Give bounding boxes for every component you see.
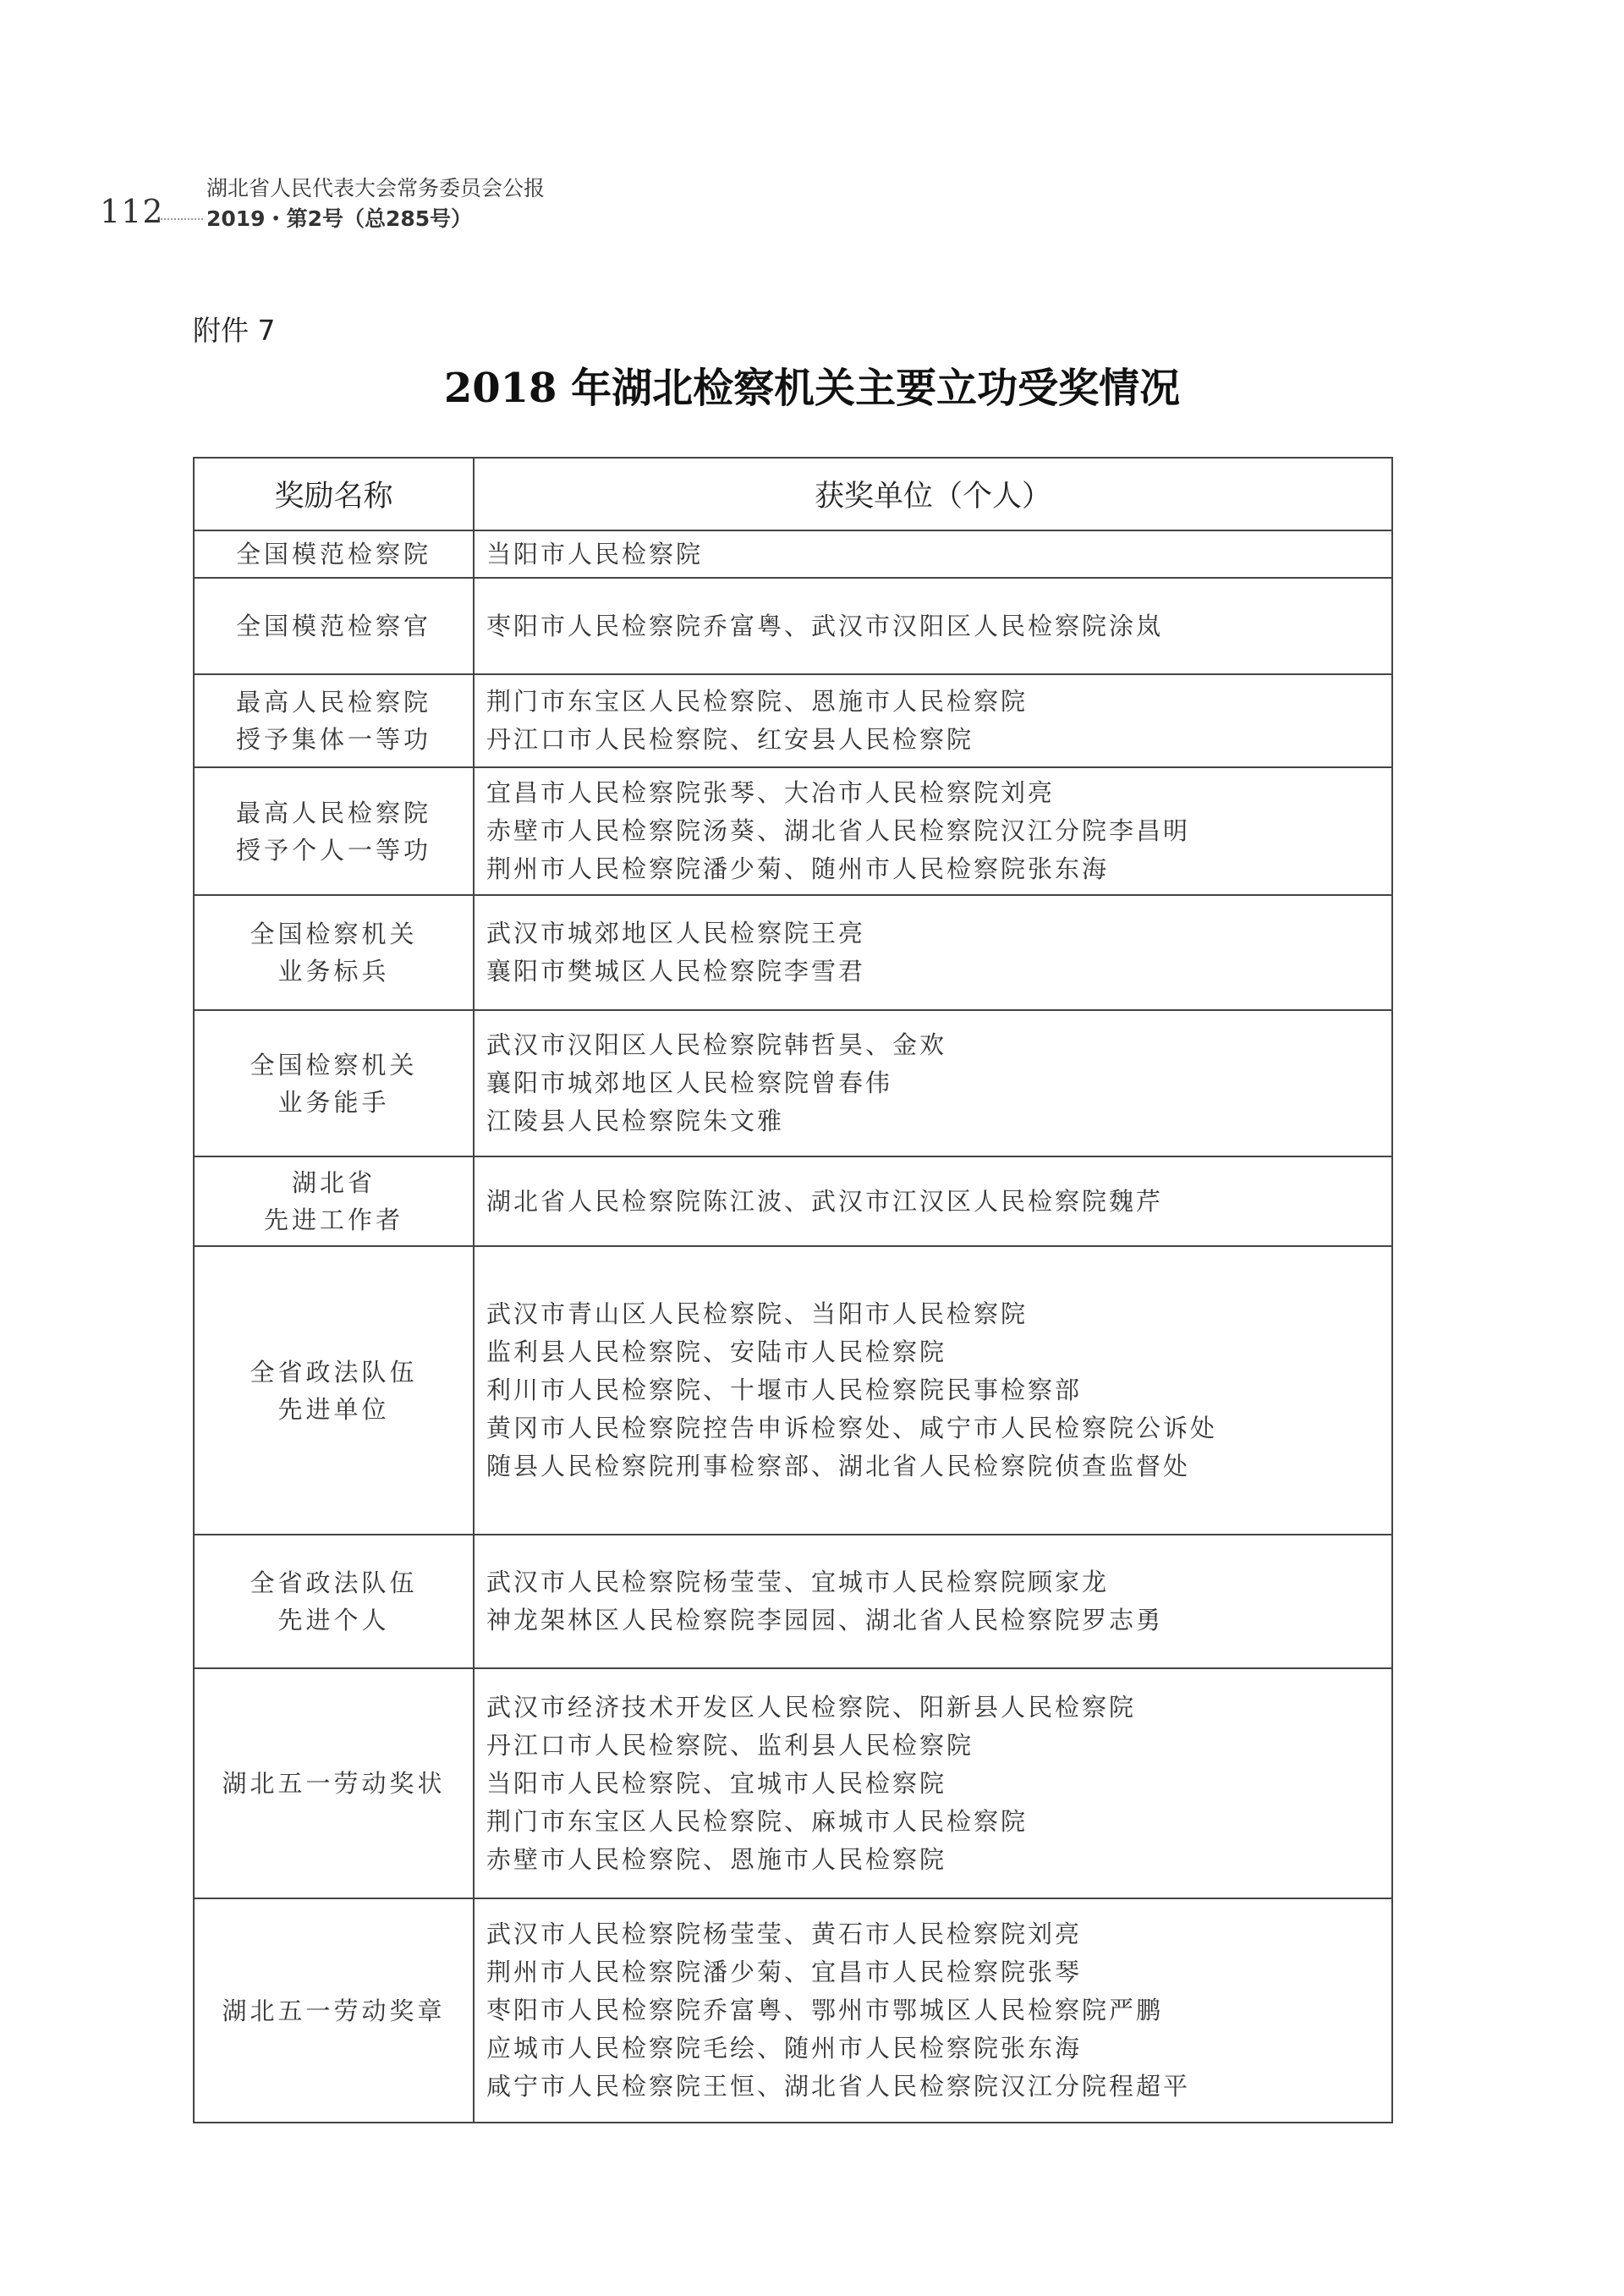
document-title: 2018 年湖北检察机关主要立功受奖情况 <box>443 365 1181 412</box>
recipient-line: 监利县人民检察院、安陆市人民检察院 <box>486 1338 947 1366</box>
table-row <box>194 1246 1392 1535</box>
table-row <box>194 1535 1392 1668</box>
recipients-cell <box>474 674 1392 767</box>
header-dotted-rule <box>161 218 203 220</box>
recipient-line: 宜昌市人民检察院张琴、大冶市人民检察院刘亮 <box>486 778 1056 807</box>
recipient-line: 丹江口市人民检察院、红安县人民检察院 <box>486 725 974 754</box>
table-row <box>194 578 1392 674</box>
recipient-line: 利川市人民检察院、十堰市人民检察院民事检察部 <box>486 1376 1083 1404</box>
recipient-line: 武汉市经济技术开发区人民检察院、阳新县人民检察院 <box>486 1692 1137 1722</box>
recipient-line: 荆门市东宝区人民检察院、麻城市人民检察院 <box>486 1806 1029 1836</box>
award-name-cell <box>194 1535 474 1668</box>
recipients-cell <box>474 1010 1392 1156</box>
recipient-line: 赤壁市人民检察院汤葵、湖北省人民检察院汉江分院李昌明 <box>486 816 1191 845</box>
recipients-cell <box>474 1156 1392 1246</box>
recipient-line: 随县人民检察院刑事检察部、湖北省人民检察院侦查监督处 <box>486 1452 1191 1480</box>
table-header-row <box>194 458 1392 530</box>
award-name-cell <box>194 767 474 895</box>
recipients-cell <box>474 578 1392 674</box>
award-name-line: 业务标兵 <box>277 957 390 986</box>
recipient-line: 襄阳市城郊地区人民检察院曾春伟 <box>486 1068 893 1097</box>
recipient-line: 荆州市人民检察院潘少菊、随州市人民检察院张东海 <box>486 854 1110 883</box>
award-name-line: 全省政法队伍 <box>250 1568 418 1597</box>
publication-name: 湖北省人民代表大会常务委员会公报 <box>206 176 546 200</box>
table-row <box>194 530 1392 578</box>
recipient-line: 武汉市人民检察院杨莹莹、宜城市人民检察院顾家龙 <box>486 1568 1110 1596</box>
recipients-cell <box>474 767 1392 895</box>
recipient-line: 枣阳市人民检察院乔富粤、武汉市汉阳区人民检察院涂岚 <box>486 611 1164 640</box>
awards-table <box>193 457 1393 2123</box>
recipient-line: 赤壁市人民检察院、恩施市人民检察院 <box>486 1844 947 1874</box>
recipient-line: 湖北省人民检察院陈江波、武汉市江汉区人民检察院魏芹 <box>486 1186 1164 1216</box>
award-name-cell <box>194 578 474 674</box>
award-name-line: 全国检察机关 <box>250 1050 418 1079</box>
header-award-name: 奖励名称 <box>194 458 474 530</box>
recipient-line: 武汉市城郊地区人民检察院王亮 <box>486 919 866 948</box>
recipients-cell <box>474 1898 1392 2123</box>
recipient-line: 襄阳市樊城区人民检察院李雪君 <box>486 957 866 986</box>
award-name-line: 业务能手 <box>277 1087 390 1117</box>
recipient-line: 武汉市汉阳区人民检察院韩哲昊、金欢 <box>486 1030 947 1059</box>
award-name-line: 全省政法队伍 <box>250 1357 418 1387</box>
recipient-line: 黄冈市人民检察院控告申诉检察处、咸宁市人民检察院公诉处 <box>486 1414 1218 1442</box>
recipient-line: 当阳市人民检察院、宜城市人民检察院 <box>486 1768 947 1798</box>
award-name-line: 先进个人 <box>277 1606 390 1634</box>
recipient-line: 武汉市青山区人民检察院、当阳市人民检察院 <box>486 1299 1029 1328</box>
recipient-line: 当阳市人民检察院 <box>486 539 704 569</box>
award-name-line: 先进工作者 <box>263 1206 403 1234</box>
table-row <box>194 1010 1392 1156</box>
award-name-cell <box>194 674 474 767</box>
recipients-cell <box>474 530 1392 578</box>
award-name-line: 授予个人一等功 <box>235 835 431 865</box>
recipient-line: 枣阳市人民检察院乔富粤、鄂州市鄂城区人民检察院严鹏 <box>486 1996 1164 2024</box>
recipient-line: 荆门市东宝区人民检察院、恩施市人民检察院 <box>486 687 1029 716</box>
award-name-cell <box>194 1668 474 1898</box>
award-name-line: 先进单位 <box>277 1394 390 1424</box>
header-recipients: 获奖单位（个人） <box>474 458 1392 530</box>
award-name-line: 湖北省 <box>291 1168 376 1197</box>
award-name-line: 全国检察机关 <box>250 920 418 948</box>
recipients-cell <box>474 1535 1392 1668</box>
table-row <box>194 1668 1392 1898</box>
recipient-line: 丹江口市人民检察院、监利县人民检察院 <box>486 1730 974 1760</box>
table-row <box>194 767 1392 895</box>
award-name-line: 湖北五一劳动奖章 <box>222 1996 446 2025</box>
recipient-line: 应城市人民检察院毛绘、随州市人民检察院张东海 <box>486 2034 1083 2063</box>
recipient-line: 武汉市人民检察院杨莹莹、黄石市人民检察院刘亮 <box>486 1920 1083 1948</box>
table-body <box>194 530 1392 2123</box>
running-header <box>206 173 545 234</box>
recipient-line: 神龙架林区人民检察院李园园、湖北省人民检察院罗志勇 <box>486 1606 1164 1634</box>
award-name-cell <box>194 1898 474 2123</box>
table-row <box>194 1898 1392 2123</box>
award-name-cell <box>194 1010 474 1156</box>
recipients-cell <box>474 1246 1392 1535</box>
award-name-cell <box>194 1156 474 1246</box>
award-name-cell <box>194 895 474 1010</box>
attachment-label: 附件 7 <box>193 314 276 347</box>
award-name-line: 最高人民检察院 <box>235 688 431 717</box>
issue-number: 2019・第2号（总285号） <box>206 206 473 231</box>
recipient-line: 荆州市人民检察院潘少菊、宜昌市人民检察院张琴 <box>486 1958 1083 1986</box>
table-row <box>194 674 1392 767</box>
recipient-line: 咸宁市人民检察院王恒、湖北省人民检察院汉江分院程超平 <box>486 2072 1191 2101</box>
table-row <box>194 895 1392 1010</box>
award-name-line: 湖北五一劳动奖状 <box>222 1769 446 1798</box>
award-name-cell <box>194 530 474 578</box>
recipient-line: 江陵县人民检察院朱文雅 <box>486 1107 785 1135</box>
award-name-line: 全国模范检察官 <box>235 612 431 640</box>
recipients-cell <box>474 1668 1392 1898</box>
award-name-line: 全国模范检察院 <box>235 540 431 569</box>
recipients-cell <box>474 895 1392 1010</box>
page-number: 112 <box>100 193 164 230</box>
award-name-cell <box>194 1246 474 1535</box>
award-name-line: 授予集体一等功 <box>235 725 431 754</box>
table-row <box>194 1156 1392 1246</box>
award-name-line: 最高人民检察院 <box>235 798 431 827</box>
